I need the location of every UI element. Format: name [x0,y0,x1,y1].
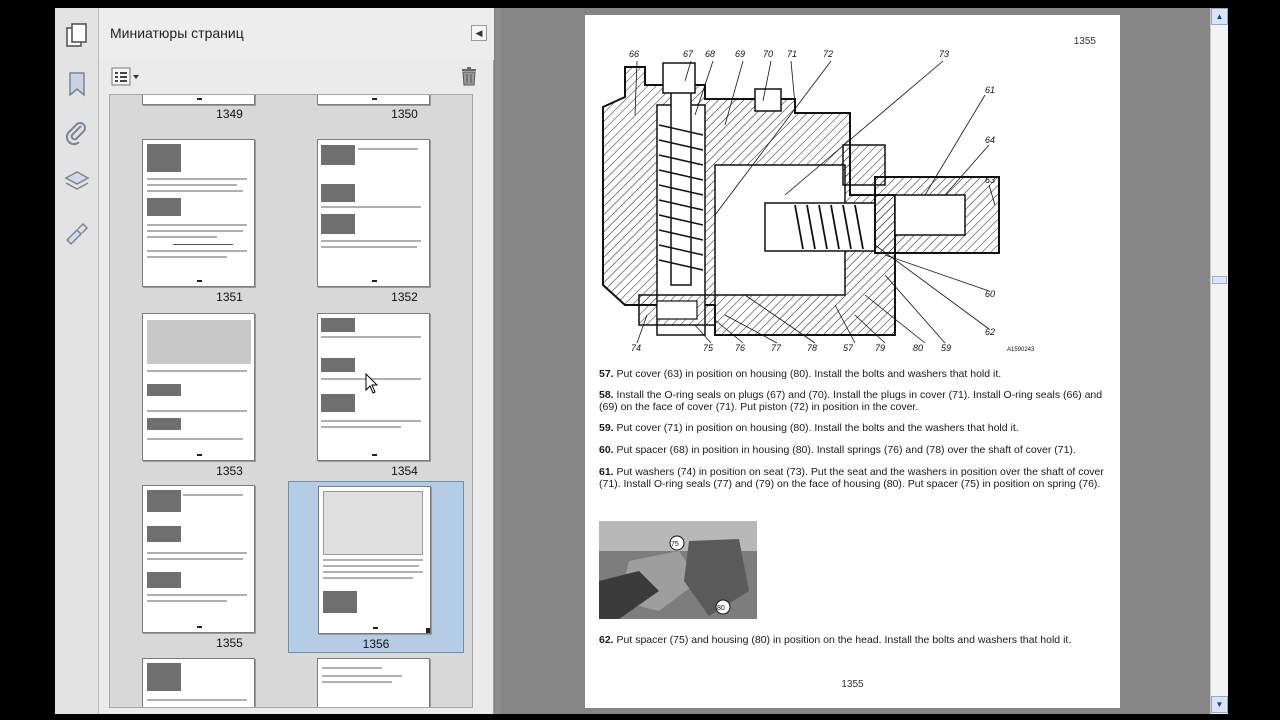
signature-icon[interactable] [63,218,91,246]
callout-label: 70 [763,49,774,59]
scroll-up-icon[interactable]: ▲ [1211,8,1228,25]
thumbnail-page[interactable] [317,658,473,708]
document-page [585,15,1120,708]
pages-icon[interactable] [63,22,91,50]
page-number-bottom: 1355 [841,679,864,690]
scrollbar-thumb[interactable] [1212,276,1227,284]
assembly-photo [599,521,757,619]
procedure-step: 61. Put washers (74) in position on seat (73). Put the seat and the washers in position over the shaft of cover (71). Install O-ring seals (77) and (79) on the face of housing (80). Put spacer (75) in position on spring (76). [599,466,1104,490]
thumbnail-page[interactable]: 1352 [317,139,473,311]
photo-callout: 75 [671,541,679,548]
callout-label: 62 [985,327,996,337]
document-scrollbar[interactable] [1210,8,1228,714]
page-thumbnails-panel [99,8,494,714]
pdf-viewer-window [55,8,1228,714]
thumbnail-page[interactable]: 1350 [317,94,473,227]
callout-label: 78 [807,343,818,353]
scroll-down-icon[interactable]: ▼ [1211,696,1228,713]
panel-title: Миниатюры страниц [110,25,244,41]
callout-label: 61 [985,85,996,95]
callout-label: 73 [939,49,950,59]
thumbnail-page[interactable]: 1354 [317,313,473,485]
triangle-left-icon[interactable]: ◀ [471,25,487,41]
callout-label: 77 [771,343,782,353]
callout-label: 71 [787,49,798,59]
callout-label: 63 [985,175,996,185]
procedure-step: 59. Put cover (71) in position on housing (80). Install the bolts and the washers that hold it. [599,422,1019,434]
callout-label: 59 [941,343,952,353]
photo-callout: 80 [717,605,725,612]
bookmark-icon[interactable] [63,70,91,98]
callout-label: 75 [703,343,714,353]
callout-label: 68 [705,49,716,59]
navigation-toolstrip [55,8,99,714]
thumbnail-page[interactable] [142,658,317,708]
page-number-top: 1355 [1073,36,1096,47]
thumbnail-page[interactable]: 1351 [142,139,317,311]
procedure-step: 60. Put spacer (68) in position in housing (80). Install springs (76) and (78) over the shaft of cover (71). [599,444,1076,456]
document-view [501,8,1210,714]
layers-icon[interactable] [63,168,91,196]
callout-label: 64 [985,135,996,145]
trash-icon[interactable] [459,66,479,86]
procedure-step: 58. Install the O-ring seals on plugs (67) and (70). Install the plugs in cover (71). Install O-ring seals (66) and (69) on the face of cover (71). Put piston (72) in position in the cover. [599,389,1103,413]
thumbnails-list [109,94,473,708]
mouse-cursor-icon [365,373,379,395]
callout-label: 67 [683,49,694,59]
panel-header [99,8,494,60]
callout-label: 74 [631,343,642,353]
callout-label: 79 [875,343,886,353]
thumbnail-options-icon[interactable] [111,67,141,87]
exploded-view-drawing [595,45,1095,355]
drawing-code: A1590243 [1007,347,1035,353]
callout-label: 76 [735,343,746,353]
thumbnail-page[interactable]: 1349 [142,94,317,227]
procedure-step: 62. Put spacer (75) and housing (80) in position on the head. Install the bolts and washers that hold it. [599,634,1072,646]
callout-label: 80 [913,343,924,353]
thumbnail-page-selected[interactable]: 1356 [288,481,464,653]
callout-label: 60 [985,289,996,299]
callout-label: 72 [823,49,834,59]
thumbnail-page[interactable]: 1353 [142,313,317,485]
panel-toolbar [99,64,494,92]
thumbnail-page[interactable]: 1355 [142,485,317,657]
attachment-icon[interactable] [63,120,91,148]
callout-label: 57 [843,343,854,353]
callout-label: 69 [735,49,746,59]
procedure-step: 57. Put cover (63) in position on housing (80). Install the bolts and washers that hold it. [599,368,1002,380]
callout-label: 66 [629,49,640,59]
